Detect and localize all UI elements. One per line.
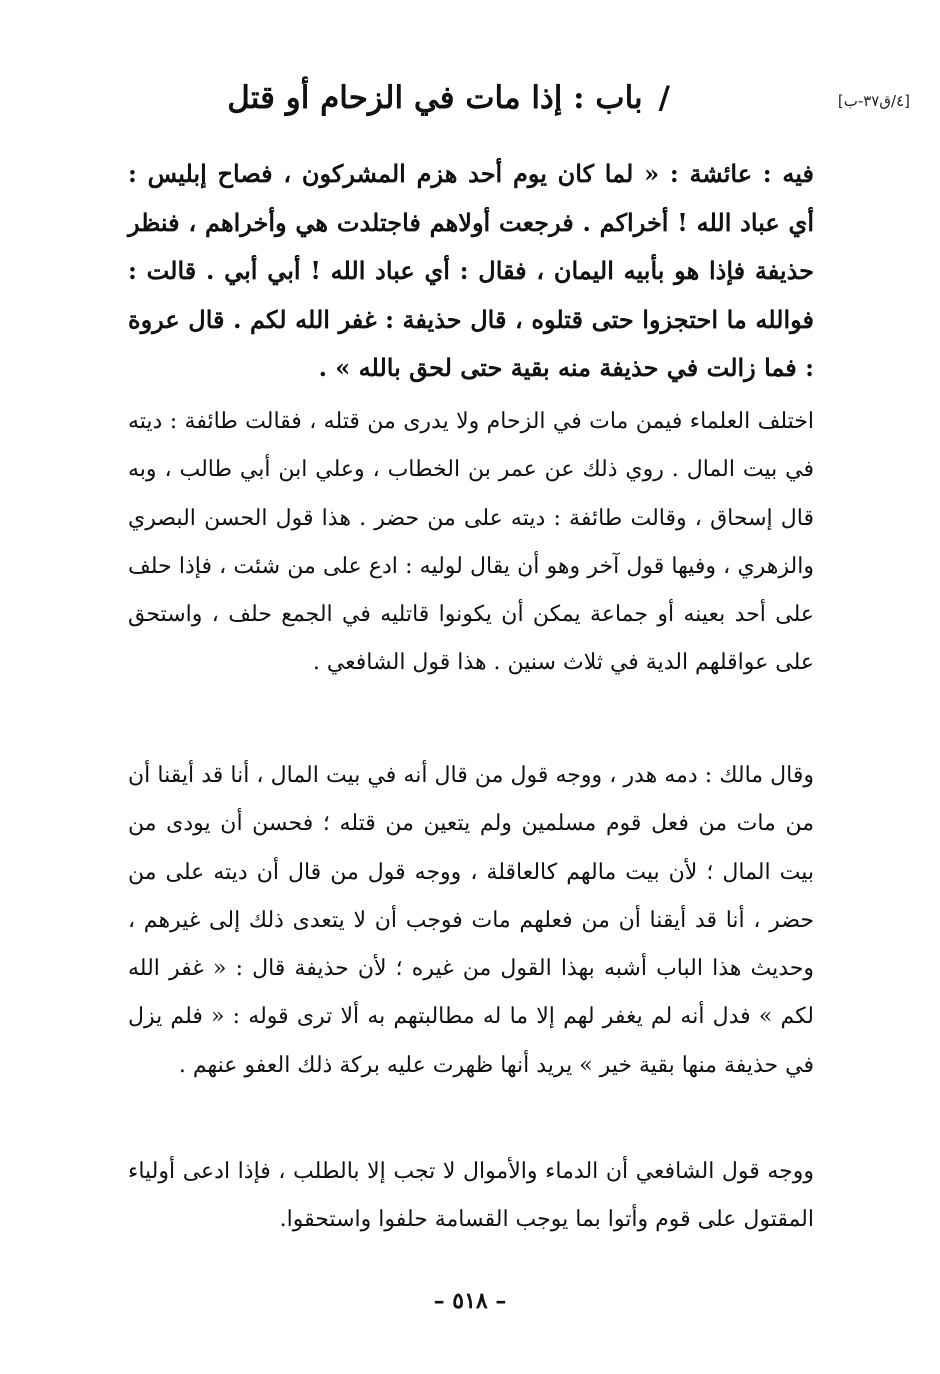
commentary-paragraph-2: وقال مالك : دمه هدر ، ووجه قول من قال أنه في بيت المال ، أنا قد أيقنا أن من مات من فعل قوم مسلمين ولم يتعين من قتله ؛ فحسن أن يودى من بيت المال ؛ لأن بيت مالهم كالعاقلة ، ووجه قول من قال أن ديته على من حضر ، أنا قد أيقنا أن من فعلهم مات فوجب أن لا يتعدى ذلك إلى غيرهم ، وحديث هذا الباب أشبه بهذا القول من غيره ؛ لأن حذيفة قال : « غفر الله لكم » فدل أنه لم يغفر لهم إلا ما له مطالبتهم به ألا ترى قوله : « فلم يزل في حذيفة منها بقية خير » يريد أنها ظهرت عليه بركة ذلك العفو عنهم . [128,763,814,1078]
commentary-paragraph-1: اختلف العلماء فيمن مات في الزحام ولا يدرى من قتله ، فقالت طائفة : ديته في بيت المال . روي ذلك عن عمر بن الخطاب ، وعلي ابن أبي طالب ، وبه قال إسحاق ، وقالت طائفة : ديته على من حضر . هذا قول الحسن البصري والزهري ، وفيها قول آخر وهو أن يقال لوليه : ادع على من شئت ، فإذا حلف على أحد بعينه أو جماعة يمكن أن يكونوا قاتليه في الجمع حلف ، واستحق على عواقلهم الدية في ثلاث سنين . هذا قول الشافعي . [128,409,814,676]
commentary-paragraph-3: ووجه قول الشافعي أن الدماء والأموال لا تجب إلا بالطلب ، فإذا ادعى أولياء المقتول على قوم وأتوا بما يوجب القسامة حلفوا واستحقوا. [128,1159,814,1233]
hadith-text: فيه : عائشة : « لما كان يوم أحد هزم المشركون ، فصاح إبليس : أي عباد الله ! أخراكم . فرجعت أولاهم فاجتلدت هي وأخراهم ، فنظر حذيفة فإذا هو بأبيه اليمان ، فقال : أي عباد الله ! أبي أبي . قالت : فوالله ما احتجزوا حتى قتلوه ، قال حذيفة : غفر الله لكم . قال عروة : فما زالت في حذيفة منه بقية حتى لحق بالله » . [128,159,815,383]
manuscript-folio-reference: [٤/ق٣٧-ب] [837,92,910,110]
page-number: – ٥١٨ – [433,1288,507,1314]
chapter-heading [227,80,670,116]
heading-marker: / [658,80,670,116]
chapter-title: باب : إذا مات في الزحام أو قتل [227,80,643,116]
